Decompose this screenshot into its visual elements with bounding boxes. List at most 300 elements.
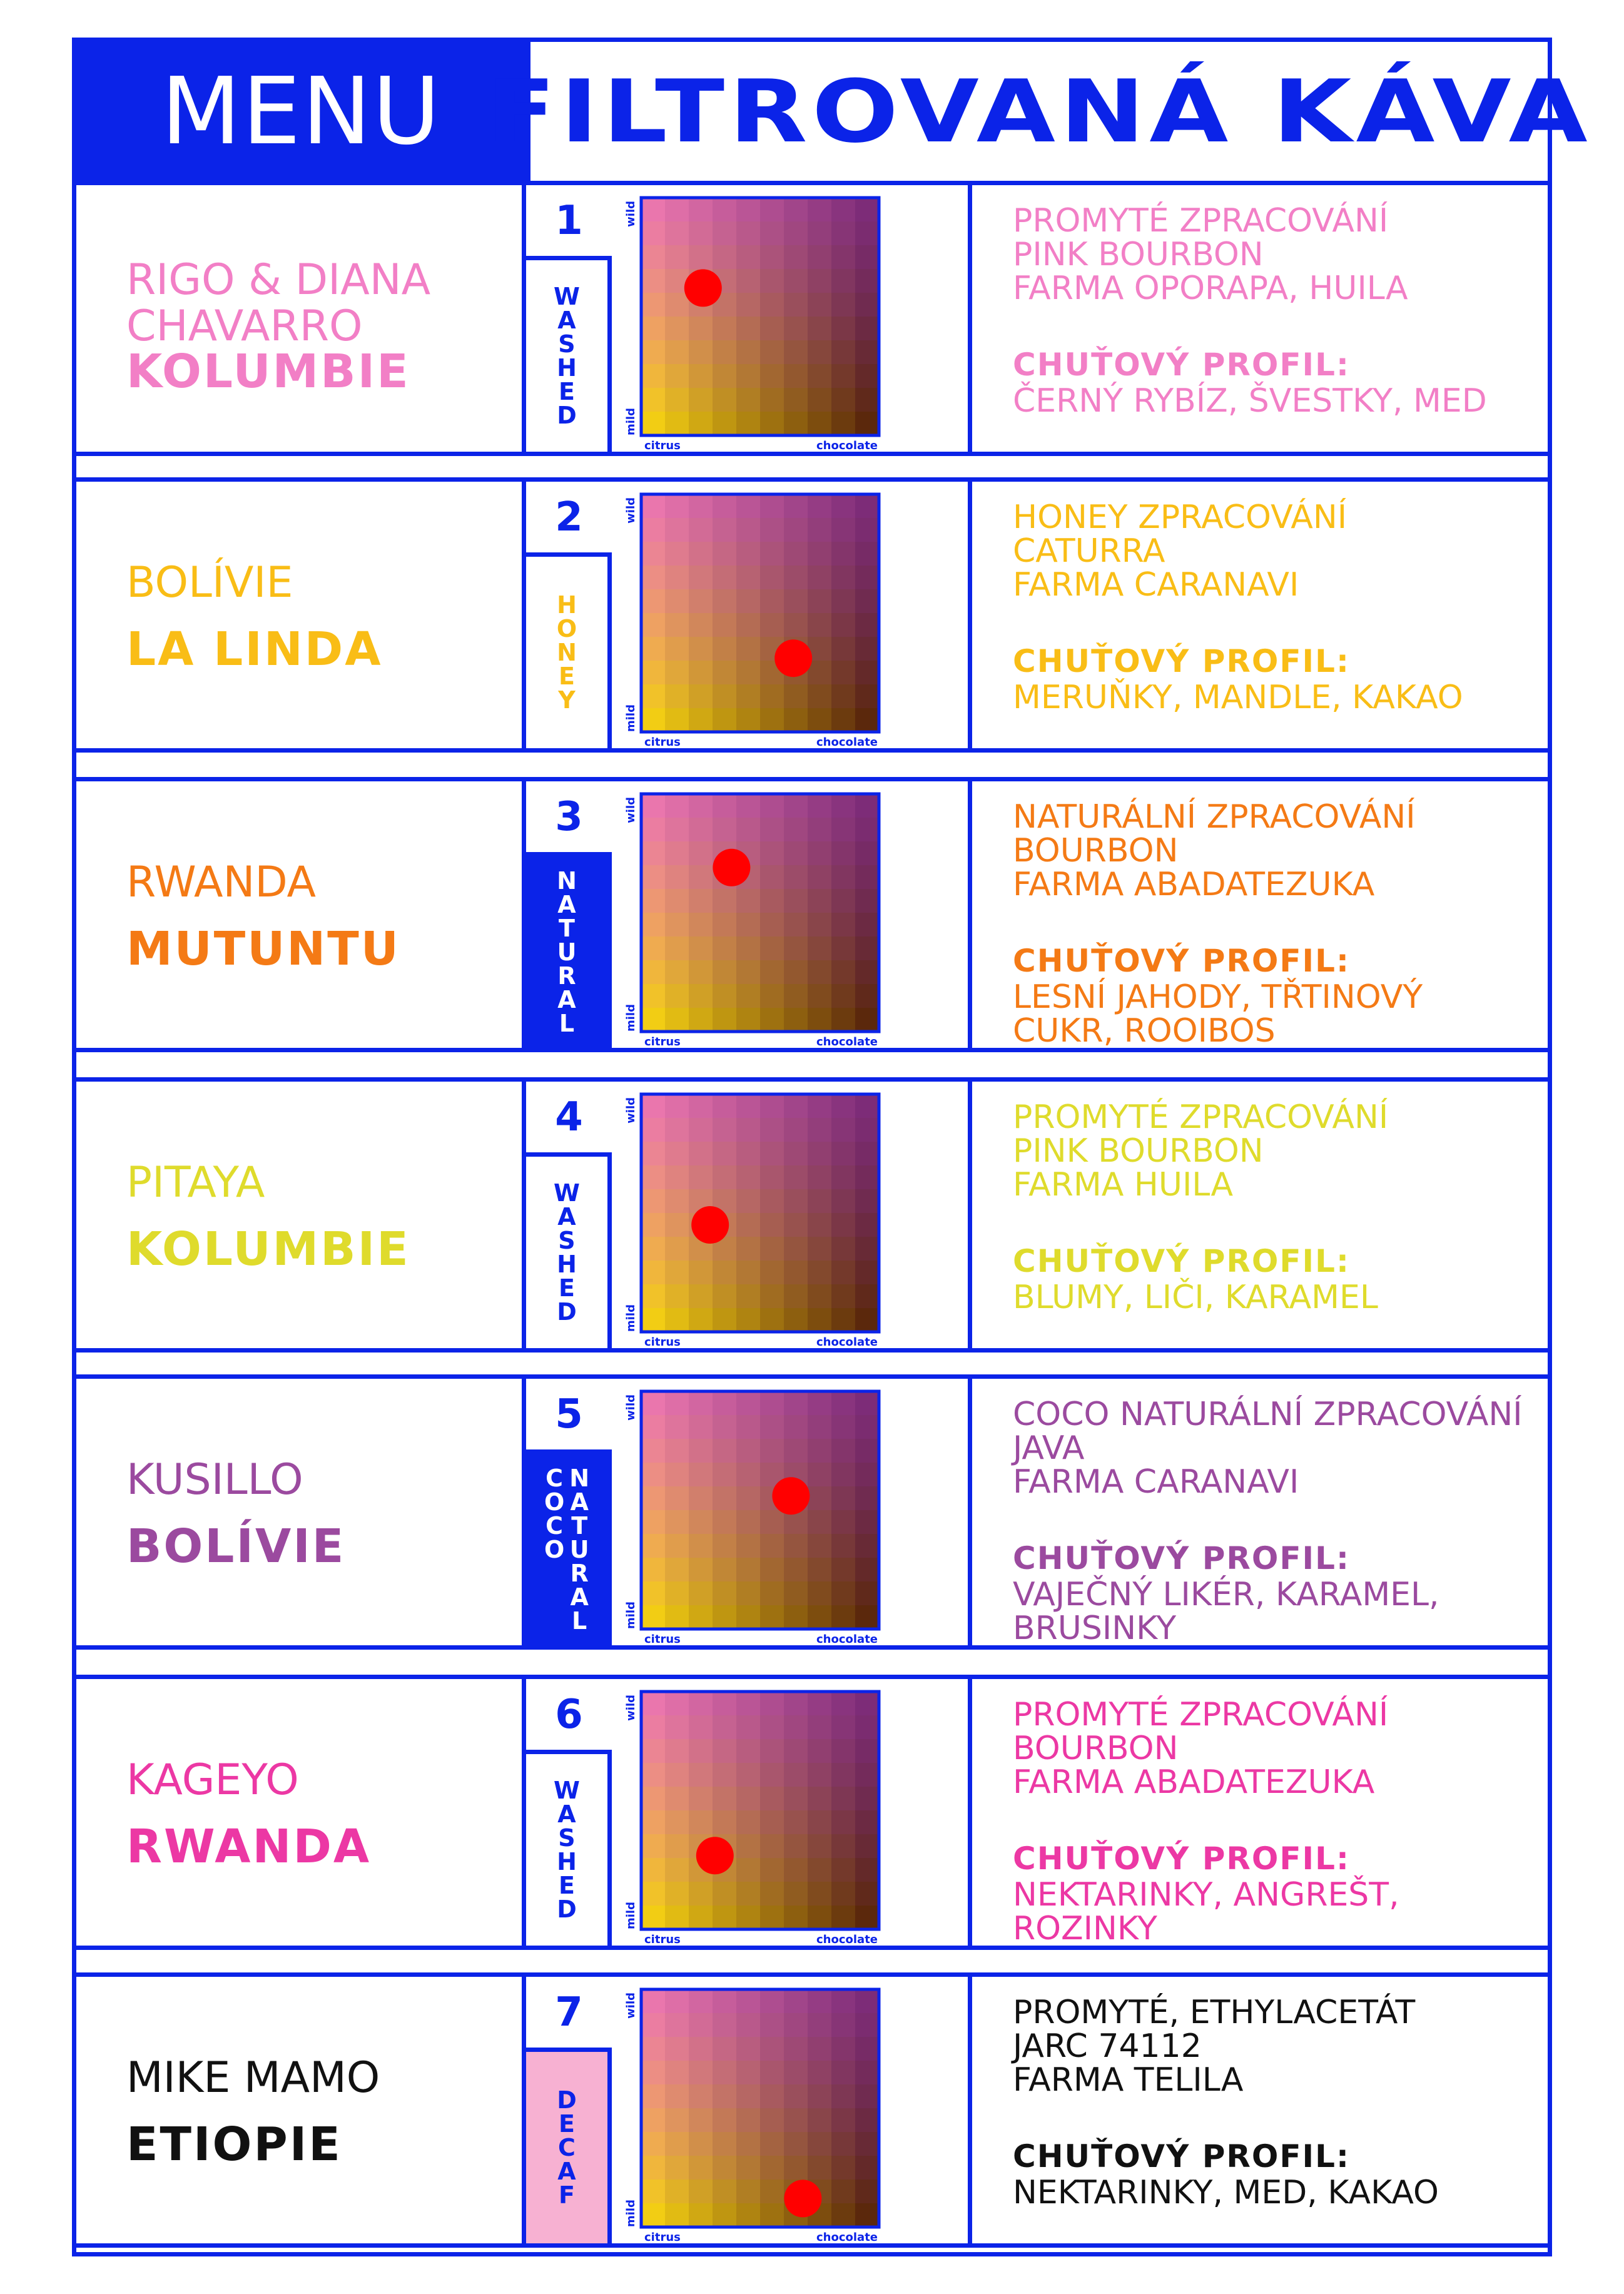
- gradient-cell: [689, 1165, 713, 1190]
- gradient-cell: [855, 1882, 880, 1906]
- gradient-cell: [641, 841, 666, 866]
- gradient-cell: [665, 1439, 689, 1463]
- gradient-cell: [808, 589, 832, 614]
- gradient-cell: [689, 984, 713, 1008]
- detail-line: NATURÁLNÍ ZPRACOVÁNÍ: [1013, 798, 1416, 836]
- gradient-cell: [713, 317, 737, 341]
- wild-axis-label: wild: [624, 1992, 637, 2019]
- gradient-cell: [760, 1558, 784, 1582]
- gradient-cell: [665, 865, 689, 890]
- gradient-cell: [855, 1510, 880, 1535]
- gradient-cell: [736, 1739, 761, 1764]
- gradient-cell: [831, 684, 856, 709]
- gradient-cell: [831, 1510, 856, 1535]
- gradient-cell: [784, 518, 808, 542]
- gradient-cell: [784, 566, 808, 590]
- gradient-cell: [713, 1261, 737, 1285]
- gradient-cell: [855, 1415, 880, 1439]
- gradient-cell: [808, 2013, 832, 2038]
- coffee-origin-line: BOLÍVIE: [126, 558, 293, 607]
- gradient-cell: [665, 984, 689, 1008]
- gradient-cell: [831, 637, 856, 661]
- gradient-cell: [855, 412, 880, 436]
- gradient-cell: [713, 1165, 737, 1190]
- gradient-cell: [713, 613, 737, 637]
- profile-label: CHUŤOVÝ PROFIL:: [1013, 2138, 1350, 2175]
- coffee-number: 6: [526, 1679, 612, 1754]
- coffee-name-cell: [76, 1679, 526, 1946]
- process-letter: S: [558, 1824, 576, 1852]
- gradient-cell: [641, 388, 666, 412]
- gradient-cell: [736, 1439, 761, 1463]
- process-label: [557, 593, 577, 712]
- coffee-row: [76, 777, 1548, 1052]
- gradient-cell: [665, 1165, 689, 1190]
- gradient-cell: [760, 1810, 784, 1835]
- gradient-cell: [689, 1142, 713, 1166]
- gradient-cell: [713, 542, 737, 566]
- process-letter: E: [559, 1274, 575, 1302]
- gradient-cell: [760, 198, 784, 222]
- gradient-cell: [831, 1692, 856, 1716]
- citrus-axis-label: citrus: [644, 1035, 681, 1048]
- gradient-cell: [760, 1439, 784, 1463]
- gradient-cell: [665, 388, 689, 412]
- gradient-cell: [665, 913, 689, 937]
- gradient-cell: [713, 2061, 737, 2085]
- gradient-cell: [665, 684, 689, 709]
- gradient-cell: [808, 1486, 832, 1511]
- detail-line: FARMA OPORAPA, HUILA: [1013, 270, 1408, 307]
- gradient-cell: [808, 1237, 832, 1261]
- gradient-cell: [855, 1118, 880, 1142]
- gradient-cell: [713, 1558, 737, 1582]
- process-badge: [526, 1157, 612, 1348]
- gradient-cell: [641, 1486, 666, 1511]
- gradient-cell: [760, 518, 784, 542]
- gradient-cell: [665, 2203, 689, 2228]
- gradient-cell: [760, 221, 784, 246]
- gradient-cell: [736, 818, 761, 842]
- gradient-cell: [641, 1165, 666, 1190]
- mild-axis-label: mild: [624, 704, 637, 732]
- gradient-cell: [713, 818, 737, 842]
- gradient-cell: [784, 865, 808, 890]
- gradient-cell: [713, 1692, 737, 1716]
- gradient-cell: [713, 1486, 737, 1511]
- gradient-cell: [689, 2203, 713, 2228]
- gradient-cell: [665, 1810, 689, 1835]
- gradient-cell: [665, 2037, 689, 2061]
- gradient-cell: [808, 388, 832, 412]
- coffee-number: 3: [526, 781, 612, 856]
- gradient-cell: [831, 566, 856, 590]
- gradient-cell: [665, 317, 689, 341]
- gradient-cell: [784, 2156, 808, 2180]
- profile-label: CHUŤOVÝ PROFIL:: [1013, 1840, 1350, 1877]
- gradient-cell: [760, 1834, 784, 1859]
- gradient-cell: [784, 1094, 808, 1119]
- gradient-cell: [855, 1391, 880, 1416]
- coffee-row: [76, 477, 1548, 753]
- gradient-cell: [855, 1692, 880, 1716]
- gradient-cell: [831, 494, 856, 519]
- process-letter: D: [557, 402, 577, 429]
- gradient-cell: [831, 518, 856, 542]
- chocolate-axis-label: chocolate: [816, 1633, 878, 1645]
- flavor-chart: [612, 482, 972, 748]
- gradient-cell: [689, 1906, 713, 1930]
- gradient-cell: [855, 589, 880, 614]
- gradient-cell: [855, 198, 880, 222]
- gradient-cell: [641, 340, 666, 365]
- gradient-cell: [713, 684, 737, 709]
- gradient-cell: [784, 1284, 808, 1309]
- gradient-cell: [641, 1763, 666, 1787]
- gradient-cell: [831, 865, 856, 890]
- gradient-cell: [665, 245, 689, 270]
- gradient-cell: [736, 317, 761, 341]
- gradient-cell: [831, 1858, 856, 1882]
- gradient-cell: [736, 1882, 761, 1906]
- gradient-cell: [641, 960, 666, 985]
- process-letter: A: [570, 1583, 589, 1611]
- gradient-cell: [855, 1739, 880, 1764]
- gradient-cell: [641, 1094, 666, 1119]
- gradient-cell: [855, 984, 880, 1008]
- gradient-cell: [689, 613, 713, 637]
- gradient-cell: [665, 1858, 689, 1882]
- mild-axis-label: mild: [624, 1902, 637, 1929]
- gradient-cell: [689, 2084, 713, 2109]
- gradient-cell: [855, 684, 880, 709]
- coffee-origin-line: RWANDA: [126, 858, 317, 907]
- gradient-cell: [736, 1989, 761, 2014]
- gradient-cell: [689, 818, 713, 842]
- gradient-cell: [808, 1581, 832, 1606]
- menu-frame: [72, 38, 1592, 2256]
- flavor-chart-svg: [612, 1082, 968, 1348]
- gradient-cell: [784, 684, 808, 709]
- coffee-number: 1: [526, 185, 612, 260]
- gradient-cell: [855, 364, 880, 388]
- gradient-cell: [831, 2037, 856, 2061]
- flavor-chart: [612, 781, 972, 1048]
- detail-line: PROMYTÉ ZPRACOVÁNÍ: [1013, 1099, 1389, 1136]
- coffee-row: [76, 181, 1548, 456]
- gradient-cell: [665, 518, 689, 542]
- flavor-marker: [713, 849, 750, 886]
- gradient-cell: [831, 2132, 856, 2156]
- gradient-cell: [855, 2108, 880, 2133]
- gradient-cell: [713, 1581, 737, 1606]
- gradient-cell: [760, 2061, 784, 2085]
- gradient-cell: [641, 1261, 666, 1285]
- gradient-cell: [784, 1261, 808, 1285]
- detail-line: FARMA ABADATEZUKA: [1013, 1764, 1375, 1801]
- gradient-cell: [641, 2084, 666, 2109]
- detail-line: FARMA HUILA: [1013, 1166, 1234, 1204]
- detail-line: PINK BOURBON: [1013, 236, 1264, 273]
- gradient-cell: [689, 566, 713, 590]
- gradient-cell: [760, 1415, 784, 1439]
- gradient-cell: [831, 1906, 856, 1930]
- gradient-cell: [641, 1391, 666, 1416]
- gradient-cell: [713, 494, 737, 519]
- gradient-cell: [760, 936, 784, 961]
- citrus-axis-label: citrus: [644, 2231, 681, 2243]
- citrus-axis-label: citrus: [644, 439, 681, 452]
- page-title-text: FILTROVANÁ KÁVA: [486, 61, 1592, 162]
- gradient-cell: [831, 1094, 856, 1119]
- gradient-cell: [641, 1787, 666, 1811]
- gradient-cell: [784, 494, 808, 519]
- gradient-cell: [784, 269, 808, 293]
- process-letter: L: [559, 1010, 575, 1037]
- gradient-cell: [760, 317, 784, 341]
- gradient-cell: [784, 1858, 808, 1882]
- gradient-cell: [736, 221, 761, 246]
- gradient-cell: [831, 613, 856, 637]
- coffee-details: [1013, 204, 1408, 305]
- gradient-cell: [784, 841, 808, 866]
- coffee-name-bold: ETIOPIE: [126, 2118, 342, 2171]
- gradient-cell: [713, 340, 737, 365]
- gradient-cell: [641, 1237, 666, 1261]
- gradient-cell: [784, 936, 808, 961]
- gradient-cell: [736, 984, 761, 1008]
- gradient-cell: [665, 1989, 689, 2014]
- gradient-cell: [855, 221, 880, 246]
- gradient-cell: [665, 936, 689, 961]
- gradient-cell: [855, 1261, 880, 1285]
- gradient-cell: [665, 1510, 689, 1535]
- gradient-cell: [641, 1810, 666, 1835]
- gradient-cell: [760, 269, 784, 293]
- coffee-number: 7: [526, 1977, 612, 2052]
- gradient-cell: [665, 661, 689, 685]
- gradient-cell: [736, 661, 761, 685]
- gradient-cell: [808, 221, 832, 246]
- gradient-cell: [736, 518, 761, 542]
- mild-axis-label: mild: [624, 1304, 637, 1332]
- gradient-cell: [641, 1008, 666, 1032]
- coffee-details: [1013, 500, 1347, 602]
- gradient-cell: [641, 2203, 666, 2228]
- gradient-cell: [784, 1715, 808, 1740]
- gradient-cell: [760, 613, 784, 637]
- coffee-origin-line: RIGO & DIANA CHAVARRO: [126, 255, 431, 351]
- gradient-cell: [713, 221, 737, 246]
- coffee-number: 2: [526, 482, 612, 557]
- gradient-cell: [689, 1391, 713, 1416]
- gradient-cell: [641, 2156, 666, 2180]
- gradient-cell: [855, 1763, 880, 1787]
- gradient-cell: [689, 589, 713, 614]
- gradient-cell: [855, 936, 880, 961]
- gradient-cell: [855, 2132, 880, 2156]
- gradient-cell: [831, 269, 856, 293]
- coffee-description: [972, 1379, 1548, 1645]
- gradient-cell: [760, 1858, 784, 1882]
- process-letter: U: [569, 1536, 589, 1563]
- gradient-cell: [808, 661, 832, 685]
- gradient-cell: [760, 1189, 784, 1214]
- gradient-cell: [713, 913, 737, 937]
- gradient-cell: [689, 637, 713, 661]
- gradient-cell: [855, 2013, 880, 2038]
- coffee-row: [76, 1675, 1548, 1950]
- gradient-cell: [831, 1165, 856, 1190]
- gradient-cell: [784, 984, 808, 1008]
- coffee-number: 4: [526, 1082, 612, 1157]
- gradient-cell: [784, 317, 808, 341]
- gradient-cell: [689, 913, 713, 937]
- gradient-cell: [641, 1142, 666, 1166]
- citrus-axis-label: citrus: [644, 1633, 681, 1645]
- gradient-cell: [855, 818, 880, 842]
- gradient-cell: [784, 412, 808, 436]
- gradient-cell: [665, 1534, 689, 1558]
- process-letter: W: [554, 1777, 580, 1804]
- gradient-cell: [736, 1165, 761, 1190]
- gradient-cell: [689, 364, 713, 388]
- gradient-cell: [736, 1284, 761, 1309]
- gradient-cell: [808, 518, 832, 542]
- gradient-cell: [784, 1237, 808, 1261]
- process-badge: [526, 557, 612, 748]
- gradient-cell: [760, 889, 784, 913]
- gradient-cell: [665, 340, 689, 365]
- gradient-cell: [760, 1906, 784, 1930]
- gradient-cell: [689, 1284, 713, 1309]
- gradient-cell: [665, 889, 689, 913]
- gradient-cell: [736, 1094, 761, 1119]
- gradient-cell: [831, 542, 856, 566]
- gradient-cell: [713, 1510, 737, 1535]
- wild-axis-label: wild: [624, 1394, 637, 1421]
- detail-line: PROMYTÉ ZPRACOVÁNÍ: [1013, 1696, 1389, 1733]
- gradient-cell: [641, 794, 666, 818]
- process-letter: N: [557, 639, 577, 666]
- gradient-cell: [831, 2180, 856, 2204]
- gradient-cell: [855, 2084, 880, 2109]
- gradient-cell: [831, 1237, 856, 1261]
- gradient-cell: [641, 412, 666, 436]
- gradient-cell: [784, 818, 808, 842]
- gradient-cell: [784, 613, 808, 637]
- gradient-cell: [760, 1165, 784, 1190]
- gradient-cell: [808, 794, 832, 818]
- gradient-cell: [689, 388, 713, 412]
- coffee-name-bold: BOLÍVIE: [126, 1520, 346, 1573]
- coffee-description: [972, 185, 1548, 452]
- gradient-cell: [784, 1882, 808, 1906]
- flavor-chart-svg: [612, 781, 968, 1048]
- gradient-cell: [736, 960, 761, 985]
- coffee-description: [972, 482, 1548, 748]
- process-letter: D: [557, 2086, 577, 2114]
- process-letter: C: [546, 1512, 564, 1540]
- gradient-cell: [665, 1142, 689, 1166]
- coffee-name-cell: [76, 1082, 526, 1348]
- flavor-marker: [696, 1837, 734, 1874]
- gradient-cell: [855, 661, 880, 685]
- gradient-cell: [855, 542, 880, 566]
- gradient-cell: [713, 388, 737, 412]
- process-letter: A: [557, 986, 576, 1013]
- gradient-cell: [736, 2013, 761, 2038]
- gradient-cell: [736, 794, 761, 818]
- process-label: [554, 1181, 580, 1324]
- gradient-cell: [784, 1787, 808, 1811]
- gradient-cell: [736, 388, 761, 412]
- gradient-cell: [736, 293, 761, 317]
- mild-axis-label: mild: [624, 2200, 637, 2227]
- gradient-cell: [831, 960, 856, 985]
- gradient-cell: [784, 1415, 808, 1439]
- gradient-cell: [808, 1165, 832, 1190]
- gradient-cell: [736, 1486, 761, 1511]
- citrus-axis-label: citrus: [644, 1933, 681, 1946]
- process-letter: H: [557, 1848, 577, 1875]
- process-letter: D: [557, 1298, 577, 1326]
- gradient-cell: [736, 1189, 761, 1214]
- gradient-cell: [808, 1118, 832, 1142]
- gradient-cell: [760, 1882, 784, 1906]
- gradient-cell: [855, 1189, 880, 1214]
- gradient-cell: [736, 1510, 761, 1535]
- gradient-cell: [808, 1284, 832, 1309]
- detail-line: BOURBON: [1013, 1730, 1179, 1767]
- gradient-cell: [808, 317, 832, 341]
- process-letter: H: [557, 591, 577, 619]
- gradient-cell: [831, 388, 856, 412]
- gradient-cell: [689, 412, 713, 436]
- gradient-cell: [760, 684, 784, 709]
- gradient-cell: [760, 1510, 784, 1535]
- gradient-cell: [713, 566, 737, 590]
- gradient-cell: [855, 2037, 880, 2061]
- process-letter: L: [572, 1607, 587, 1635]
- process-label: [554, 1779, 580, 1921]
- gradient-cell: [760, 494, 784, 519]
- gradient-cell: [760, 1715, 784, 1740]
- gradient-cell: [689, 1439, 713, 1463]
- gradient-cell: [713, 589, 737, 614]
- coffee-name-bold: RWANDA: [126, 1820, 372, 1874]
- flavor-chart: [612, 1379, 972, 1645]
- flavor-chart-svg: [612, 185, 968, 452]
- gradient-cell: [665, 1581, 689, 1606]
- gradient-cell: [831, 1739, 856, 1764]
- process-letter: A: [557, 1203, 576, 1231]
- gradient-cell: [760, 245, 784, 270]
- gradient-cell: [713, 661, 737, 685]
- gradient-cell: [784, 1008, 808, 1032]
- gradient-cell: [641, 661, 666, 685]
- gradient-cell: [831, 1415, 856, 1439]
- gradient-cell: [736, 2061, 761, 2085]
- gradient-cell: [689, 1094, 713, 1119]
- gradient-cell: [855, 293, 880, 317]
- gradient-cell: [641, 1739, 666, 1764]
- gradient-cell: [736, 2132, 761, 2156]
- process-letter: N: [569, 1464, 590, 1492]
- gradient-cell: [736, 494, 761, 519]
- gradient-cell: [713, 1415, 737, 1439]
- gradient-cell: [641, 364, 666, 388]
